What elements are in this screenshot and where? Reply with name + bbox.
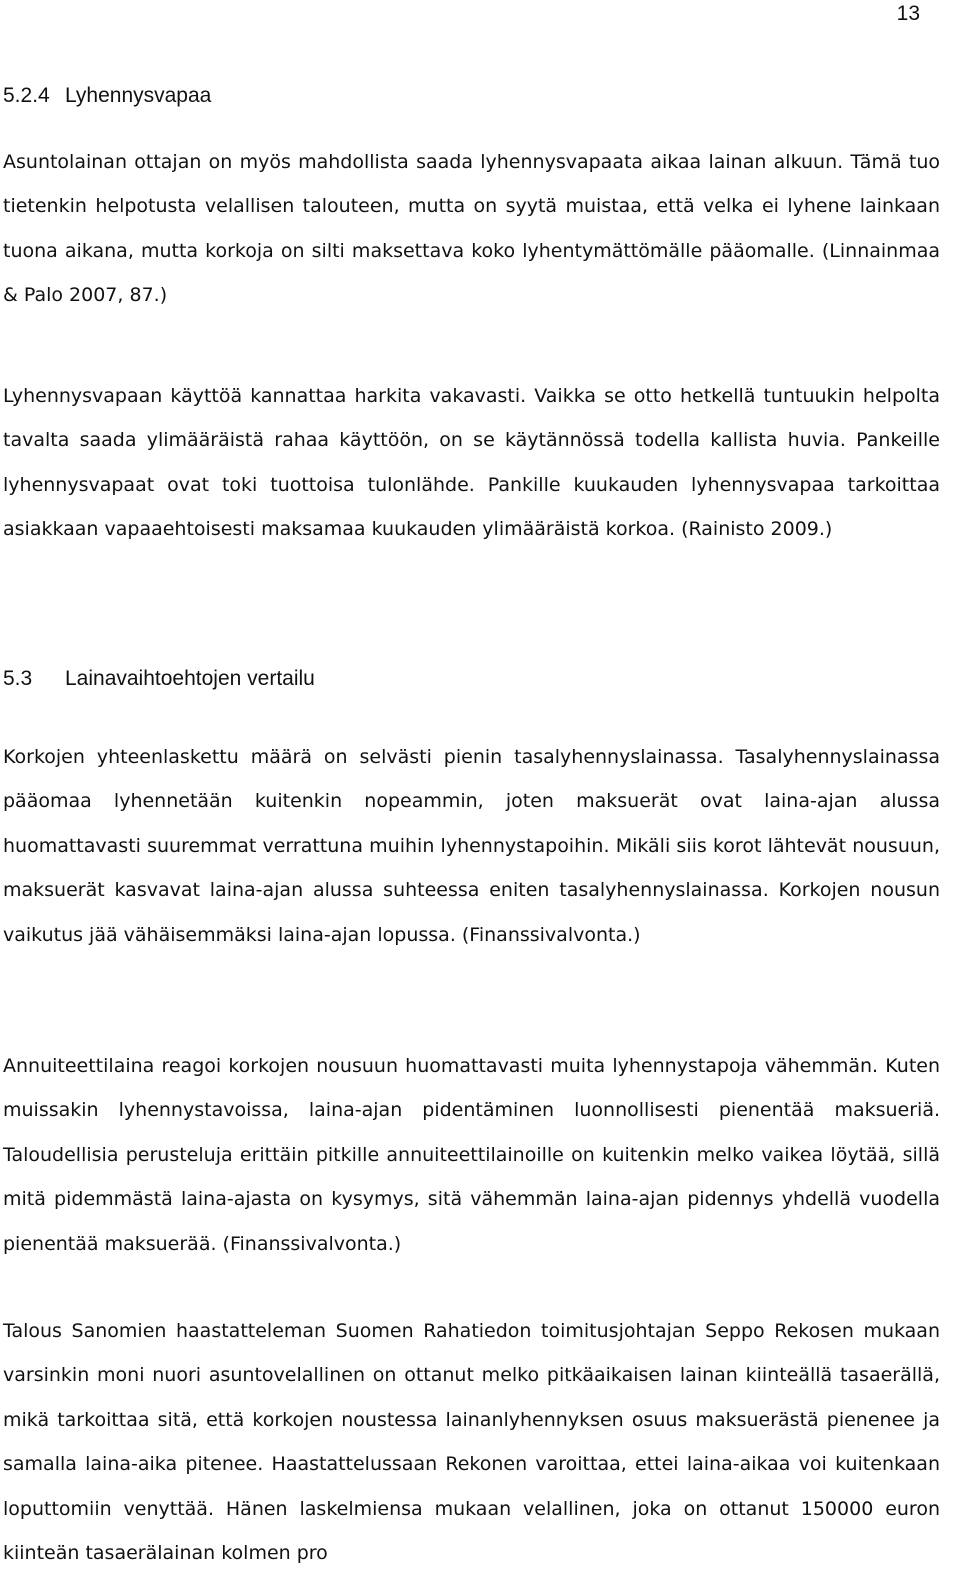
section-number: 5.3 bbox=[3, 667, 33, 690]
paragraph-lyhennysvapaa-harkinta: Lyhennysvapaan käyttöä kannattaa harkita vakavasti. Vaikka se otto hetkellä tuntuukin helpolta tavalta saada ylimääräistä rahaa käyttöön, on se käytännössä todella kallista huvia. Pankeille lyhennysvapaat ovat toki tuottoisa tulonlähde. Pankille kuukauden lyhennysvapaa tarkoittaa asiakkaan vapaaehtoisesti maksamaa kuukauden ylimääräistä korkoa. (Rainisto 2009.) bbox=[3, 385, 940, 541]
section-heading-5-3 bbox=[3, 667, 315, 691]
section-heading-5-2-4 bbox=[3, 84, 211, 108]
section-number: 5.2.4 bbox=[3, 84, 50, 107]
paragraph-lyhennysvapaa-intro: Asuntolainan ottajan on myös mahdollista saada lyhennysvapaata aikaa lainan alkuun. Tämä tuo tietenkin helpotusta velallisen talouteen, mutta on syytä muistaa, että velka ei lyhene lainkaan tuona aikana, mutta korkoja on silti maksettava koko lyhentymättömälle pääomalle. (Linnainmaa & Palo 2007, 87.) bbox=[3, 151, 940, 307]
paragraph-annuiteettilaina: Annuiteettilaina reagoi korkojen nousuun huomattavasti muita lyhennystapoja vähemmän. Kuten muissakin lyhennystavoissa, laina-ajan pidentäminen luonnollisesti pienentää maksueriä. Taloudellisia perusteluja erittäin pitkille annuiteettilainoille on kuitenkin melko vaikea löytää, sillä mitä pidemmästä laina-ajasta on kysymys, sitä vähemmän laina-ajan pidennys yhdellä vuodella pienentää maksuerää. (Finanssivalvonta.) bbox=[3, 1055, 940, 1255]
paragraph-kiintea-tasaera: Talous Sanomien haastatteleman Suomen Rahatiedon toimitusjohtajan Seppo Rekosen mukaan varsinkin moni nuori asuntovelallinen on ottanut melko pitkäaikaisen lainan kiinteällä tasaerällä, mikä tarkoittaa sitä, että korkojen noustessa lainanlyhennyksen osuus maksuerästä pienenee ja samalla laina-aika pitenee. Haastattelussaan Rekonen varoittaa, ettei laina-aikaa voi kuitenkaan loputtomiin venyttää. Hänen laskelmiensa mukaan velallinen, joka on ottanut 150000 euron kiinteän tasaerälainan kolmen pro bbox=[3, 1320, 940, 1565]
section-title: Lainavaihtoehtojen vertailu bbox=[65, 667, 315, 690]
section-title: Lyhennysvapaa bbox=[65, 84, 212, 107]
paragraph-tasalyhennyslaina: Korkojen yhteenlaskettu määrä on selvästi pienin tasalyhennyslainassa. Tasalyhennyslainassa pääomaa lyhennetään kuitenkin nopeammin, joten maksuerät ovat laina-ajan alussa huomattavasti suuremmat verrattuna muihin lyhennystapoihin. Mikäli siis korot lähtevät nousuun, maksuerät kasvavat laina-ajan alussa suhteessa eniten tasalyhennyslainassa. Korkojen nousun vaikutus jää vähäisemmäksi laina-ajan lopussa. (Finanssivalvonta.) bbox=[3, 746, 940, 946]
page-number: 13 bbox=[896, 2, 920, 25]
